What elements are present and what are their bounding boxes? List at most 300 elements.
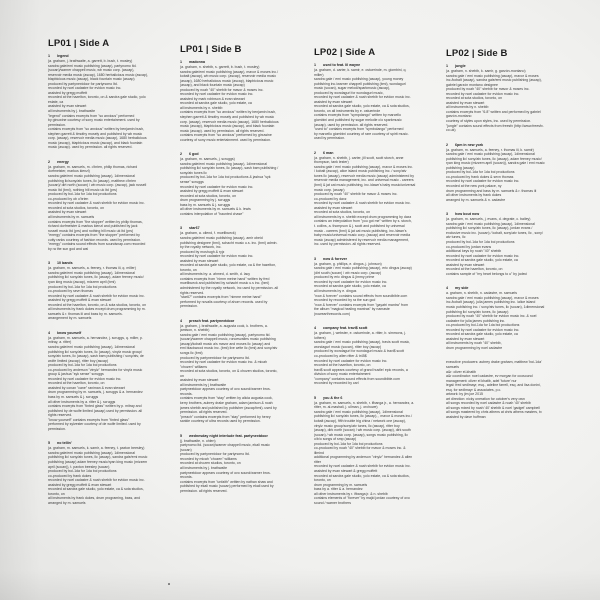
credit-line: (a. graham, m. samuels, k. samir, a. feeney, t. paxton beesley): [48, 446, 145, 451]
credit-line: music corp. (ascap): [314, 187, 345, 192]
credit-line: co-produced by boi-1da for 1da boi productions: [446, 323, 520, 328]
credit-line: "jungle" contains sound effects from freesfx (http://www.freesfx.: [446, 123, 544, 128]
credit-line: contains elements of "forever" by majid jordan courtesy of ovo: [314, 496, 410, 501]
credit-line: (dirt south (socan) / wb music corp. (ascap): [314, 270, 382, 275]
credit-line: recorded at sota studios, toronto, on & chozen studios, toronto,: [180, 369, 278, 374]
credit-line: assisted by gregg moffett & evan stewart: [180, 189, 244, 194]
track-title: my side: [455, 286, 469, 291]
credit-line: recorded at sandra gale studio, yolo estate, ca & the hazelton,: [180, 263, 277, 268]
credit-line: co-produced by sevn thomas: [48, 289, 93, 294]
credit-line: publishing llc/ sony/atv tunes, llc (ascap), adam feeney music/: [48, 275, 144, 280]
credit-line: publishing inc./warner chappell publishing (bmi), wondagurl: [314, 81, 406, 86]
credit-line: (a. graham, j. webster, e. ostuerinde, a. ritter, b. simmons, j.: [314, 331, 407, 336]
track-number: 3: [48, 261, 50, 266]
track-number: 2: [180, 152, 182, 157]
credit-line: recorded at sota studios, toronto, on: [180, 193, 237, 198]
credit-line: produced by noah "40" shebib for mavor & moses inc.: [314, 192, 398, 197]
credit-line: publishing (ascap): [446, 165, 475, 170]
credit-line: (nowearthrecords.com): [314, 311, 350, 316]
credit-line: all instruments by: a. ahmed, d. smith, d. lacy: [180, 272, 251, 277]
credit-line: recorded at the new york palace, ny: [446, 184, 502, 189]
credit-line: assisted by gregg moffett & evan stewart: [48, 298, 112, 303]
credit-line: records.: [180, 391, 193, 396]
credit-line: permission.: [48, 122, 66, 127]
credit-line: recorded by noel cadastre & noah shebib for evidon music inc.: [48, 293, 145, 298]
album-credit-line: all songs mastered by chris athens at chris athens masters, tx: [446, 410, 542, 415]
credit-line: partynomo ltd. (socan)/warner chappell music, ekali music: [180, 443, 270, 448]
credit-line: o/b/o songs of smp (ascap): [314, 437, 357, 442]
credit-line: sandra gale / emi music publishing (ascap), mavor & moses: [446, 73, 539, 78]
credit-line: (a. graham, n. shebib, k. samir, g. garzón-montano): [446, 69, 526, 73]
credit-line: toronto, on: [180, 267, 197, 272]
credit-line: produced by eric dingus & jimmy prime: [314, 275, 375, 280]
credit-line: luthers): [314, 335, 326, 340]
credit-line: (ascap), and black fountain music (ascap): [180, 83, 245, 88]
credit-line: "now & forever" contains sound effects from soundbible.com: [314, 293, 408, 298]
credit-line: assisted by evan stewart: [180, 378, 219, 383]
track-list: [446, 64, 588, 350]
credit-line: ritter: [314, 459, 321, 464]
credit-line: published by de wolfe limited (ascap) used by permission. all: [48, 408, 142, 413]
credit-line: courtesy of styles upon styles, inc. used by permission.: [446, 119, 532, 124]
credit-line: publishing designee (bmi), schacht music u.s. inc. (bmi) admin.: [180, 240, 278, 245]
credit-line: all instruments by frank dukes except drum programming by m.: [48, 307, 146, 312]
credit-line: vinylz music group/sony/atv tunes, llc (ascap), ritter boy: [314, 423, 400, 428]
credit-line: atv tunes, llc: [446, 235, 466, 240]
credit-line: all other instruments by frank dukes: [446, 193, 502, 198]
track-entry: [314, 63, 456, 141]
credit-line: sankie courtesy of ultra records used by permission.: [180, 419, 261, 424]
credit-line: corp. (ascap), reservoir media music (ascap), 1680 herbalicious: [180, 119, 279, 124]
track-number: 1: [48, 54, 50, 58]
album-credit-line: samuels: [446, 364, 460, 369]
credit-line: music (ascap), blapbicious music (ascap), and black fountain: [180, 124, 275, 129]
credit-line: co-produced by daxz: [314, 196, 347, 201]
credit-line: toronto, on: [314, 478, 331, 483]
album-credit-line: a&r coordinator: noel cadastre, ev morgan for ocosound: [446, 374, 533, 379]
credit-line: blapbicious music (ascap), black fountain music (ascap): [48, 77, 135, 82]
side-title: LP01 | Side A: [48, 38, 110, 49]
credit-line: music (ascap). used by permission. all rights reserved.: [48, 145, 133, 150]
credit-line: sandra gale / emi music publishing (ascap), 1dimensional: [314, 409, 403, 414]
credit-line: recorded by noel cadastre for evidon music inc.: [48, 376, 122, 381]
credit-line: publishing llc/ sony/atv tunes, llc (ascap): [446, 309, 509, 314]
credit-line: all instruments by e. dingus: [314, 288, 357, 293]
track-title: energy: [57, 159, 69, 164]
track-number: 1: [314, 63, 316, 67]
credit-line: "preach" contains excerpts from "stay" performed by henry: [180, 414, 271, 419]
credit-line: publishing llc/ sony/atv tunes, llc (ascap), vinylz music group/: [48, 349, 143, 354]
credit-line: recorded at the hazelton, toronto, on & sota studios, toronto, on: [48, 302, 147, 307]
credit-line: wondagurl music (socan), ritter boy (ascap): [314, 344, 382, 349]
credit-line: co-produced by frank dukes: [48, 473, 92, 478]
credit-line: all instruments by j brathwaite: [180, 382, 227, 387]
credit-line: recorded at sandra gale studio, yolo estate, ca: [180, 101, 252, 106]
credit-line: richard dorfmeister & markus kienzl and published by jack: [48, 224, 138, 229]
credit-line: permission.: [180, 304, 198, 309]
credit-line: toronto, on all instruments by e. ostuerinde: [314, 108, 381, 113]
credit-line: (a. graham, m. samuels, a. feeney, r. thomas iii, k. samir): [446, 147, 534, 152]
credit-line: by ginuwine courtesy of sony music entertainment. used by: [48, 118, 140, 123]
credit-line: by ra the sun god and wai: [48, 246, 89, 251]
credit-line: "energy" contains excerpts from "the stopper" performed by: [48, 233, 140, 238]
credit-line: partynextdoor appears courtesy of ovo sound/warner bros.: [180, 470, 271, 475]
side-title: LP01 | Side B: [180, 44, 242, 55]
credit-line: sandra gale/emi music publishing (ascap), 1dimensional: [48, 270, 135, 275]
credit-line: t. collins, a. thompson & j. scott and published by universal: [314, 223, 405, 228]
credit-line: contains excerpts from "nimm meine hand" written by fred: [180, 276, 270, 281]
credit-line: corp. (ascap), reservoir media music (ascap), 1680 herbalicious: [48, 136, 147, 141]
credit-line: recorded at sota studios, toronto, on: [48, 205, 105, 210]
credit-line: garzón-montano: [446, 114, 472, 119]
credit-line: (a. graham, m. samuels, j. scruggs): [180, 157, 235, 162]
credit-line: by marcello giombini courtesy of rare courtesy of spirit music.: [314, 131, 409, 136]
credit-line: group & jashua "syk sense" scruggs: [48, 372, 104, 377]
track-title: know yourself: [57, 330, 82, 335]
track-number: 1: [446, 64, 448, 68]
credit-line: sandra gale / emi music publishing (ascap), mavor & moses inc.: [314, 164, 414, 169]
track-title: 6 man: [323, 150, 334, 155]
credit-line: recorded at sandra gale studio, yolo estate, ca & sota studios,: [48, 487, 144, 492]
album-credits: [446, 360, 588, 419]
album-credit-line: art direction: nicky oneration for october's very own: [446, 396, 525, 401]
track-entry: [180, 60, 322, 142]
track-title: 6pm in new york: [455, 142, 484, 147]
credit-line: "company" contains sound effects from soundbible.com: [314, 376, 400, 381]
track-number: 4: [180, 318, 182, 323]
track-entry: [48, 261, 190, 321]
credit-line: courtesy of sony music entertainment. used by permission.: [180, 137, 272, 142]
credit-line: (a. graham, m. samuels, a. hernandez, j. scruggs, q. miller, p.: [48, 335, 143, 340]
credit-line: publishing (ascap) adam feeney music/ryan king music (mizzem: [48, 460, 148, 465]
credit-line: james shebib and published by publisher (ascap/bmi). used by: [180, 405, 277, 410]
credit-line: kobalt (ascap), wb music corp. (ascap), reservoir media music: [180, 74, 277, 79]
credit-line: "energy" contains sound effects from soundsnap.com recorded: [48, 242, 146, 247]
credit-line: sandra gale/emi music publishing (ascap), 1dimensional: [48, 344, 135, 349]
track-list: [314, 63, 456, 505]
credit-line: (socan): [180, 447, 192, 452]
credit-line: produced by moshugh & ryjz: [180, 249, 225, 254]
album-credit-line: assisted by dave huffman: [446, 415, 486, 419]
credit-line: recorded at the hazelton, toronto, on: [446, 267, 503, 272]
credit-line: partynextdoor appears courtesy of ovo sound/warner bros.: [180, 387, 271, 392]
track-title: star67: [189, 226, 200, 231]
credit-line: all instruments by frank dukes, drum programing, bass, and: [48, 496, 141, 501]
credit-line: contains excerpts from "so anxious" written by benjamin bush,: [180, 110, 277, 115]
credit-line: contains excerpts from "sympdango" written by marcello: [314, 113, 401, 118]
credit-line: (j. brathwaite, n. ohlen): [180, 438, 216, 443]
credit-line: drum programming and bass by m. samuels & r. thomas iii: [446, 188, 537, 193]
credit-line: (a. graham, m. samuels, a. feeney, r. thomas iii, q. miller): [48, 266, 136, 271]
credit-line: recorded by recorded by ra the sun god: [314, 298, 376, 303]
credit-line: ryan king music (ascap), mizzem april (bmi): [48, 279, 116, 284]
credit-line: cadastre for julia james publishing inc.: [446, 318, 506, 323]
track-number: 3: [314, 256, 316, 261]
credit-line: performed by novalis courtesy of ahorn records. used by: [180, 299, 268, 304]
credit-line: music - careers (bmi) & jat cat music publishing, inc./dawn's: [314, 228, 407, 233]
credit-line: kerry brothers, aubrey drake graham, adam jamison & noah: [180, 401, 273, 405]
credit-line: contains an interpolation from "you got me" written by s. storch,: [314, 219, 412, 224]
credit-line: sony/atv tunes llc: [180, 170, 207, 175]
credit-line: music publishing inc. / sony/atv tunes, llc (socan), 1dimensional: [446, 304, 545, 309]
track-number: 4: [446, 286, 448, 291]
credit-line: (ascap). used by permission. all rights reserved.: [314, 122, 389, 127]
credit-line: jamison, n. shebib): [180, 328, 210, 333]
credit-line: sandra gale/emi music publishing (ascap), amir obeid: [180, 235, 263, 240]
album-credit-line: executive producers: aubrey drake graham, matthew 'boi-1da': [446, 360, 542, 365]
credit-line: drum programming by m. samuels: [314, 482, 368, 487]
credit-line: sandra gale/emi music publishing (ascap), partynomo ltd.: [48, 63, 137, 68]
credit-line: (a. graham, j. brathwaite, a. augusta cook, k. brothers, a.: [180, 323, 268, 328]
credit-line: recorded at the hazelton, toronto, on: [314, 363, 371, 368]
credit-line: recorded at sandra gale studio, yolo estate, ca & sota studios,: [314, 104, 410, 109]
credit-line: permission.: [48, 426, 66, 431]
track-number: 3: [446, 212, 448, 217]
credit-line: miller): [314, 72, 324, 77]
track-entry: [314, 151, 456, 247]
credit-line: sandra gale / emi music publishing (ascap), travis scott music,: [314, 340, 411, 345]
credit-line: recorded at sandra gale studio, yolo estate, ca: [314, 284, 386, 289]
credit-line: additional keys by noah "40" shebib: [446, 249, 502, 254]
credit-line: contains excerpts from "stay" written by alicia augusta cook,: [180, 396, 273, 401]
credit-line: rights reserved.: [180, 290, 205, 295]
credit-line: recorded by noel cadastre & noah shebib for evidon music inc.: [48, 201, 145, 206]
credit-line: all instruments by noah "40" shebib,: [446, 341, 502, 346]
credit-line: "used to" contains excerpts from "symbolango" performed: [314, 127, 404, 132]
credit-line: recorded at sota studios, toronto, on: [446, 96, 503, 101]
credit-line: recorded by noel cadastre & noah shebib for evidon music inc.: [314, 464, 411, 469]
credit-line: recorded by noel cadastre for evidon music inc.: [180, 254, 254, 259]
credit-line: publishing llc/sony/atv tunes, llc (ascap), matthew o'brien: [48, 178, 137, 183]
credit-line: produced by boi-1da for 1da boi productions: [48, 192, 117, 197]
credit-line: rights reserved.: [48, 413, 73, 418]
credit-line: additional programming by anderson "vinylz" hernandez & allen: [314, 455, 413, 460]
credit-line: recorded by noel cadastre & noah shebib for evidon music inc.: [314, 95, 411, 100]
credit-line: arranged by m. samuels & n. cadastre: [446, 197, 506, 202]
track-entry: [180, 152, 322, 216]
credit-line: co-produced by jordan evans: [446, 244, 492, 249]
track-number: 2: [48, 159, 50, 164]
credit-line: sandra gale / emi music publishing (ascap), young money: [314, 77, 404, 82]
column-lp02-side-a: [314, 47, 456, 515]
credit-line: (a. graham, m. samuels, n. shebib, r. ifbanga jr., a. hernandez, a.: [314, 400, 415, 405]
credit-line: music ltd (bmi), nothing hill music uk ltd (prs): [48, 187, 118, 192]
track-number: 1: [180, 60, 182, 64]
credit-line: tunes llc (ascap), reservoir media music (ascap) administered by: [314, 173, 414, 178]
credit-line: illmind: [314, 450, 324, 455]
credit-line: all instruments by n. shebib: [446, 105, 489, 110]
track-title: preach feat. partynextdoor: [189, 318, 235, 323]
track-number: 5: [48, 441, 50, 446]
album-credit-line: a&r: oliver el-khatib: [446, 369, 476, 374]
credit-line: bass by a. ritter & a. hernandez: [314, 487, 363, 492]
credit-line: "know yourself" contains excerpts from "tinted glass": [48, 417, 130, 422]
credit-line: all instruments by n. shebib: [180, 105, 223, 110]
album-credit-line: all songs recorded by noel cadastre & noah '40' shebib: [446, 401, 531, 406]
credit-line: (a. graham, n. shebib, s. garrett, b. bush, t. mosley): [180, 65, 260, 69]
credit-line: produced by partynextdoor for partynomo ltd.: [180, 452, 250, 457]
credit-line: ritter, m. al-mashali, j. ullman, j. orchowe): [314, 405, 378, 410]
credit-line: assisted by evan stewart: [446, 100, 485, 105]
credit-line: recorded by micah "chozen" williams: [180, 456, 237, 461]
credit-line: publishing llc/ sony/atv tunes, llc (ascap), sandra gale/emi music: [48, 455, 148, 460]
credit-line: recorded by noel cadastre for evidon music inc.: [446, 253, 520, 258]
credit-line: publishing llc/ sony/atv tunes, llc (ascap), adam feeney music/: [446, 156, 542, 161]
track-title: 10 bands: [57, 261, 73, 266]
credit-line: produced by boi-1da for 1da boi productions: [48, 363, 117, 368]
credit-line: assisted by conan "cane" raniman & evan stewart: [48, 385, 125, 390]
credit-line: inc./kobalt (ascap), julia james publishing inc. /alice island: [446, 300, 536, 305]
credit-line: produced by boi-1da for 1da boi productions: [446, 170, 515, 175]
credit-line: contains interpolation of "haunted chase": [180, 211, 244, 216]
track-entry: [314, 326, 456, 386]
credit-line: "legend" contains excerpts from "so anxious" performed: [48, 113, 135, 118]
credit-line: permission. all rights reserved.: [180, 488, 228, 493]
credit-line: inc./kobalt (ascap), sandra gale/emi music publishing (ascap),: [446, 78, 542, 83]
credit-line: recorded at sandra gale studio, yolo estate, ca & sota studios,: [314, 473, 410, 478]
credit-line: assisted by gregg moffett & evan stewart: [48, 482, 112, 487]
credit-line: publishing llc/ sony/atv tunes, llc (ascap), sash bam publishing /: [180, 166, 279, 171]
track-entry: [314, 257, 456, 317]
credit-line: produced by wondagurl for wondagurl music,: [314, 90, 384, 95]
credit-line: co-produced by noah "40" shebib for mavor & moses inc. &: [314, 446, 406, 451]
credit-line: recorded by noel cadastre for evidon music inc.: [314, 279, 388, 284]
credit-line: produced by noah "40" shebib for mavor & moses inc.: [180, 87, 264, 92]
credit-line: assisted by evan stewart & gregg moffett: [314, 469, 378, 474]
album-credit-line: all songs mixed by noah '40' shebib & noel 'gadget' campbell: [446, 405, 540, 410]
credit-line: co-produced by anderson "vinylz" hernandez for vinylz music: [48, 367, 143, 372]
credit-line: "now & forever" contains excerpts from "gayatri mantra" from: [314, 302, 409, 307]
album-credit-line: esq. for sedlmayr & associates, p.c.: [446, 387, 502, 392]
credit-line: bass by m. samuels & j. scruggs: [48, 395, 99, 399]
credit-line: recorded by noel cadastre for evidon music inc.: [314, 358, 388, 363]
credit-line: "chozen" williams: [180, 364, 207, 369]
credit-line: recorded at chozen studios, toronto, on: [180, 461, 241, 466]
credit-line: april (socan)), t. paxton beesley (socan): [48, 464, 110, 469]
credit-line: recorded by recorded by carl: [314, 381, 359, 386]
track-title: used to feat. lil wayne: [323, 63, 361, 67]
track-entry: [314, 396, 456, 506]
track-entry: [48, 160, 190, 251]
track-number: 3: [180, 226, 182, 231]
track-number: 5: [180, 433, 182, 438]
credit-line: inc. used by permission. all rights reserved.: [314, 242, 382, 247]
credit-line: exclusive music inc. (socan) / kobalt, sony/atv tunes, llc , sony/: [446, 230, 543, 235]
credit-line: assisted by evan stewart: [48, 210, 87, 215]
credit-line: contains excerpts from "tinted glass" written by p. mitray and: [48, 404, 142, 409]
credit-line: (a. graham, m. samuels, m. o'brien, philip thomas, richard: [48, 164, 138, 169]
credit-line: reservoir media management, inc. and universal music - careers: [314, 178, 414, 183]
credit-line: co-produced by frank dukes & sevn thomas: [446, 174, 514, 179]
credit-line: recorded at sandra gale studio, yolo estate, ca: [446, 258, 518, 263]
track-entry: [180, 434, 322, 494]
credit-line: recorded at sota studios, toronto, on: [314, 210, 371, 215]
credit-line: administered by the royalty network, inc used by permission. all: [180, 285, 279, 290]
credit-line: sandra gale/emi music publishing (ascap), mavor & moses inc./: [180, 69, 279, 74]
credit-line: all instruments by m. samuels: [48, 214, 95, 219]
credit-line: co.uk): [446, 128, 456, 133]
credit-line: recorded at the hazelton, toronto, on & sandra gale studio, yolo: [48, 95, 146, 100]
credit-line: produced by boi-1da for 1da boi productions: [446, 239, 515, 244]
credit-line: produced by boi-1da for 1da boi productions: [48, 469, 117, 474]
track-title: now & forever: [323, 256, 347, 261]
credit-line: music (socan), sugar melodi/sparkmusic (ascap),: [314, 86, 391, 91]
track-number: 2: [314, 150, 316, 155]
credit-line: russell music ltd (prs) and nothing hill music uk ltd (prs): [48, 228, 134, 233]
credit-line: sandra gale / emi music publishing (ascap), 1dimensional: [446, 152, 535, 157]
credit-line: contains excerpts from "6.8" written and performed by gabriel: [446, 109, 541, 114]
credit-line: travi$ scott appears courtesy of grand hustle/ epic records, a: [314, 367, 408, 372]
credit-line: drum programming by j. scruggs: [180, 198, 231, 203]
track-title: how bout now: [455, 212, 480, 217]
track-number: 4: [314, 326, 316, 331]
track-entry: [180, 319, 322, 424]
credit-line: emi blackwood music inc. (bmi) live write llc (bmi) and sony/atv: [180, 346, 278, 351]
track-entry: [446, 286, 588, 350]
credit-line: (bmi) & jat cat music publishing, inc./dawn's baby music/universal: [314, 183, 416, 188]
album-credit-line: legal: fred sedlmayr, esq., adeline farrell, esq. and lisa donini,: [446, 383, 541, 388]
credit-line: (ascap), 1680 herbalicious music (ascap), blapbicious music: [180, 78, 274, 83]
credit-line: published by ekali music (socan) performed by ekali used by: [180, 484, 274, 489]
credit-line: produced by noah "40" shebib for mavor & moses inc.: [446, 87, 530, 92]
credit-line: recorded by noel cadastre for evidon music inc.: [180, 184, 254, 189]
print-speck: [168, 583, 170, 585]
page-shadow-bottom: [0, 570, 600, 600]
credit-line: / kobalt (ascap), alice island music publishing inc. / sony/atv: [314, 169, 407, 174]
credit-line: (a. graham, m. samuels, j. evans, d. degrate, c. bailey): [446, 217, 531, 222]
credit-line: recorded by noel cadastre for evidon music inc.: [446, 91, 520, 96]
credit-line: contains excerpts from "the stopper" written by philip thomas,: [48, 219, 143, 224]
credit-line: mitray, a. ritter): [48, 340, 72, 345]
credit-line: sandra gale / emi music publishing (ascap), partynomo ltd.: [180, 332, 271, 337]
credit-line: produced by noah "40" shebib for evidon music inc. & noel: [446, 314, 537, 319]
credit-line: stephen garrett & timothy mosely and published by wb music: [48, 131, 143, 136]
credit-line: music (ascap). used by permission. all rights reserved.: [180, 128, 265, 133]
credit-line: sandra gale/emi music publishing (ascap), 1dimensional: [48, 450, 135, 455]
credit-line: samuels & r. thomas iii and bass by m. samuels.: [48, 311, 123, 316]
credit-line: sandra gale / emi music publishing (ascap), 1dimensional: [446, 221, 535, 226]
credit-line: all other instruments by r. ifbanga jr. & n. shebib: [314, 491, 388, 496]
credit-line: assisted by mark robinson & evan stewart: [180, 96, 245, 101]
credit-line: sandra gale / emi music publishing (ascap), eric dingus (ascap): [314, 266, 412, 271]
credit-line: (a. graham, n. shebib, j. carter, jill scott, scott storch, anne: [314, 155, 404, 160]
credit-line: permission. all rights reserved.: [180, 410, 228, 415]
credit-line: records.: [180, 475, 193, 480]
credit-line: co-produced by ob o'brien: [48, 196, 89, 201]
credit-line: (ascap)/kobalt music a/s mavor and moses llc (ascap) and: [180, 341, 271, 346]
track-entry: [48, 441, 190, 505]
credit-line: all other instruments by a. ritter & j. scruggs: [48, 399, 116, 404]
credit-line: reservoir media music (ascap), 1680 herbalicious music (ascap),: [48, 72, 148, 77]
credit-line: music (ascap), blapbicious music (ascap), and black fountain: [48, 140, 143, 145]
track-title: legend: [57, 54, 69, 58]
credit-line: drum programming by m. samuels, j. scruggs & a. hernandez: [48, 390, 143, 395]
track-list: [180, 60, 322, 493]
track-title: jungle: [455, 64, 466, 68]
credit-line: (a. graham, a. oliend, f. muellbueck): [180, 231, 236, 236]
credit-line: cutty ranks courtesy of fashion records. used by permission.: [48, 237, 141, 242]
credit-line: bass by m. samuels & j. scruggs: [180, 202, 231, 207]
credit-line: all instruments by n. shebib except drum programming by daxz: [314, 214, 412, 219]
credit-line: stephen garrett & timothy mosely and published by wb music: [180, 115, 275, 120]
credit-line: produced by wondagurl for wondagurl music & travi$ scott: [314, 349, 404, 354]
credit-line: songs llc (bmi): [180, 350, 203, 355]
credit-line: recorded by noel cadastre for evidon music inc.: [446, 327, 520, 332]
credit-line: wolfe limited (ascap), ritter boy (ascap): [48, 358, 109, 363]
credit-line: estate, ca: [48, 99, 64, 104]
credit-line: dorfmeister, markus kienzl): [48, 169, 90, 174]
credit-line: recorded at the hazelton, toronto, on: [48, 381, 105, 386]
